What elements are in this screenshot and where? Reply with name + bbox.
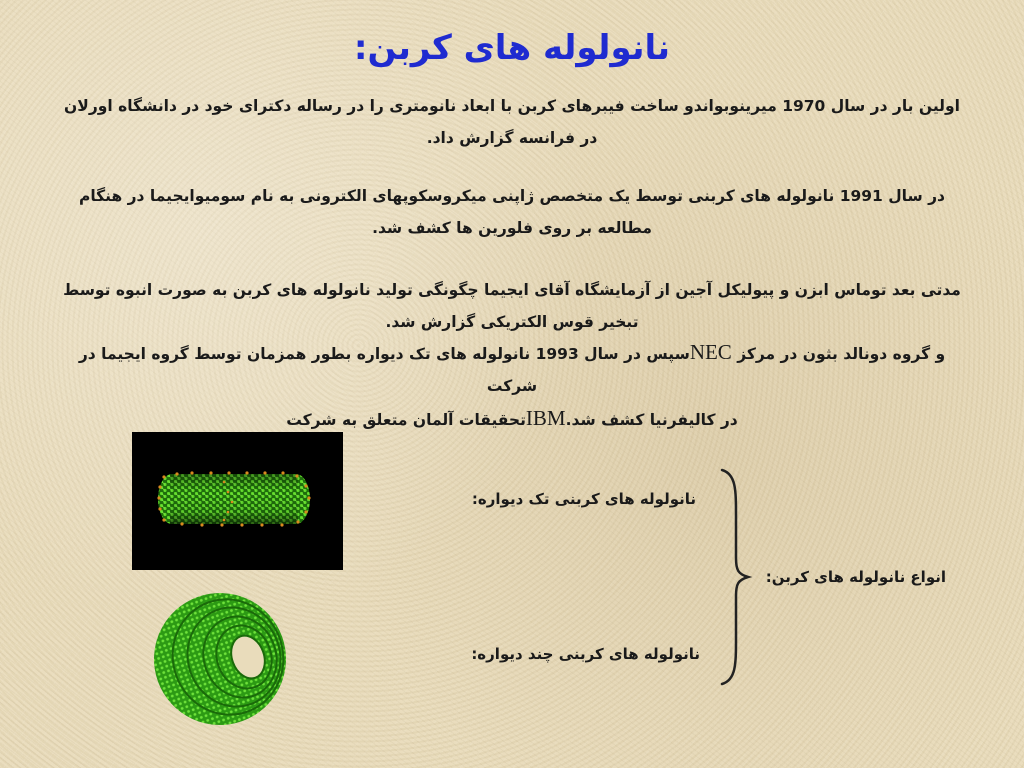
- single-wall-nanotube-icon: [132, 432, 343, 570]
- p4-text-1: و گروه دونالد بثون در مرکز: [731, 345, 946, 363]
- nec-text: NEC: [689, 340, 732, 364]
- single-wall-nanotube-image: [132, 432, 343, 570]
- ibm-text: IBM: [525, 406, 566, 430]
- single-wall-label: نانولوله های کربنی تک دیواره:: [471, 490, 696, 508]
- p4-text-2: سپس در سال 1993 نانولوله های تک دیواره بطور همزمان توسط گروه ایجیما در شرکت: [78, 345, 690, 395]
- paragraph-1991: در سال 1991 نانولوله های کربنی توسط یک متخصص ژاپنی میکروسکوپهای الکترونی به نام سومیوایجیما در هنگام مطالعه بر روی فلورین ها کشف شد.: [78, 187, 946, 237]
- curly-brace-icon: [716, 466, 756, 688]
- paragraph-1993: [60, 336, 964, 436]
- multi-wall-nanotube-image: [140, 585, 310, 730]
- p4-text-3: در کالیفرنیا کشف شد.: [565, 411, 738, 429]
- multi-wall-nanotube-icon: [140, 585, 310, 730]
- nanotube-types-label: انواع نانولوله های کربن:: [765, 568, 946, 586]
- paragraph-arc-discharge: مدتی بعد توماس ابزن و پیولیکل آجین از آزمایشگاه آقای ایجیما چگونگی تولید نانولوله های کربن به صورت انبوه توسط تبخیر قوس الکتریکی گزارش شد.: [63, 281, 961, 331]
- p4-text-4: تحقیقات آلمان متعلق به شرکت: [286, 411, 526, 429]
- page-title: نانولوله های کربن:: [353, 28, 671, 68]
- multi-wall-label: نانولوله های کربنی چند دیواره:: [471, 645, 700, 663]
- paragraph-1970: اولین بار در سال 1970 میرینوبواندو ساخت فیبرهای کربن با ابعاد نانومتری را در رساله دکترای خود در دانشگاه اورلان در فرانسه گزارش داد.: [64, 97, 960, 147]
